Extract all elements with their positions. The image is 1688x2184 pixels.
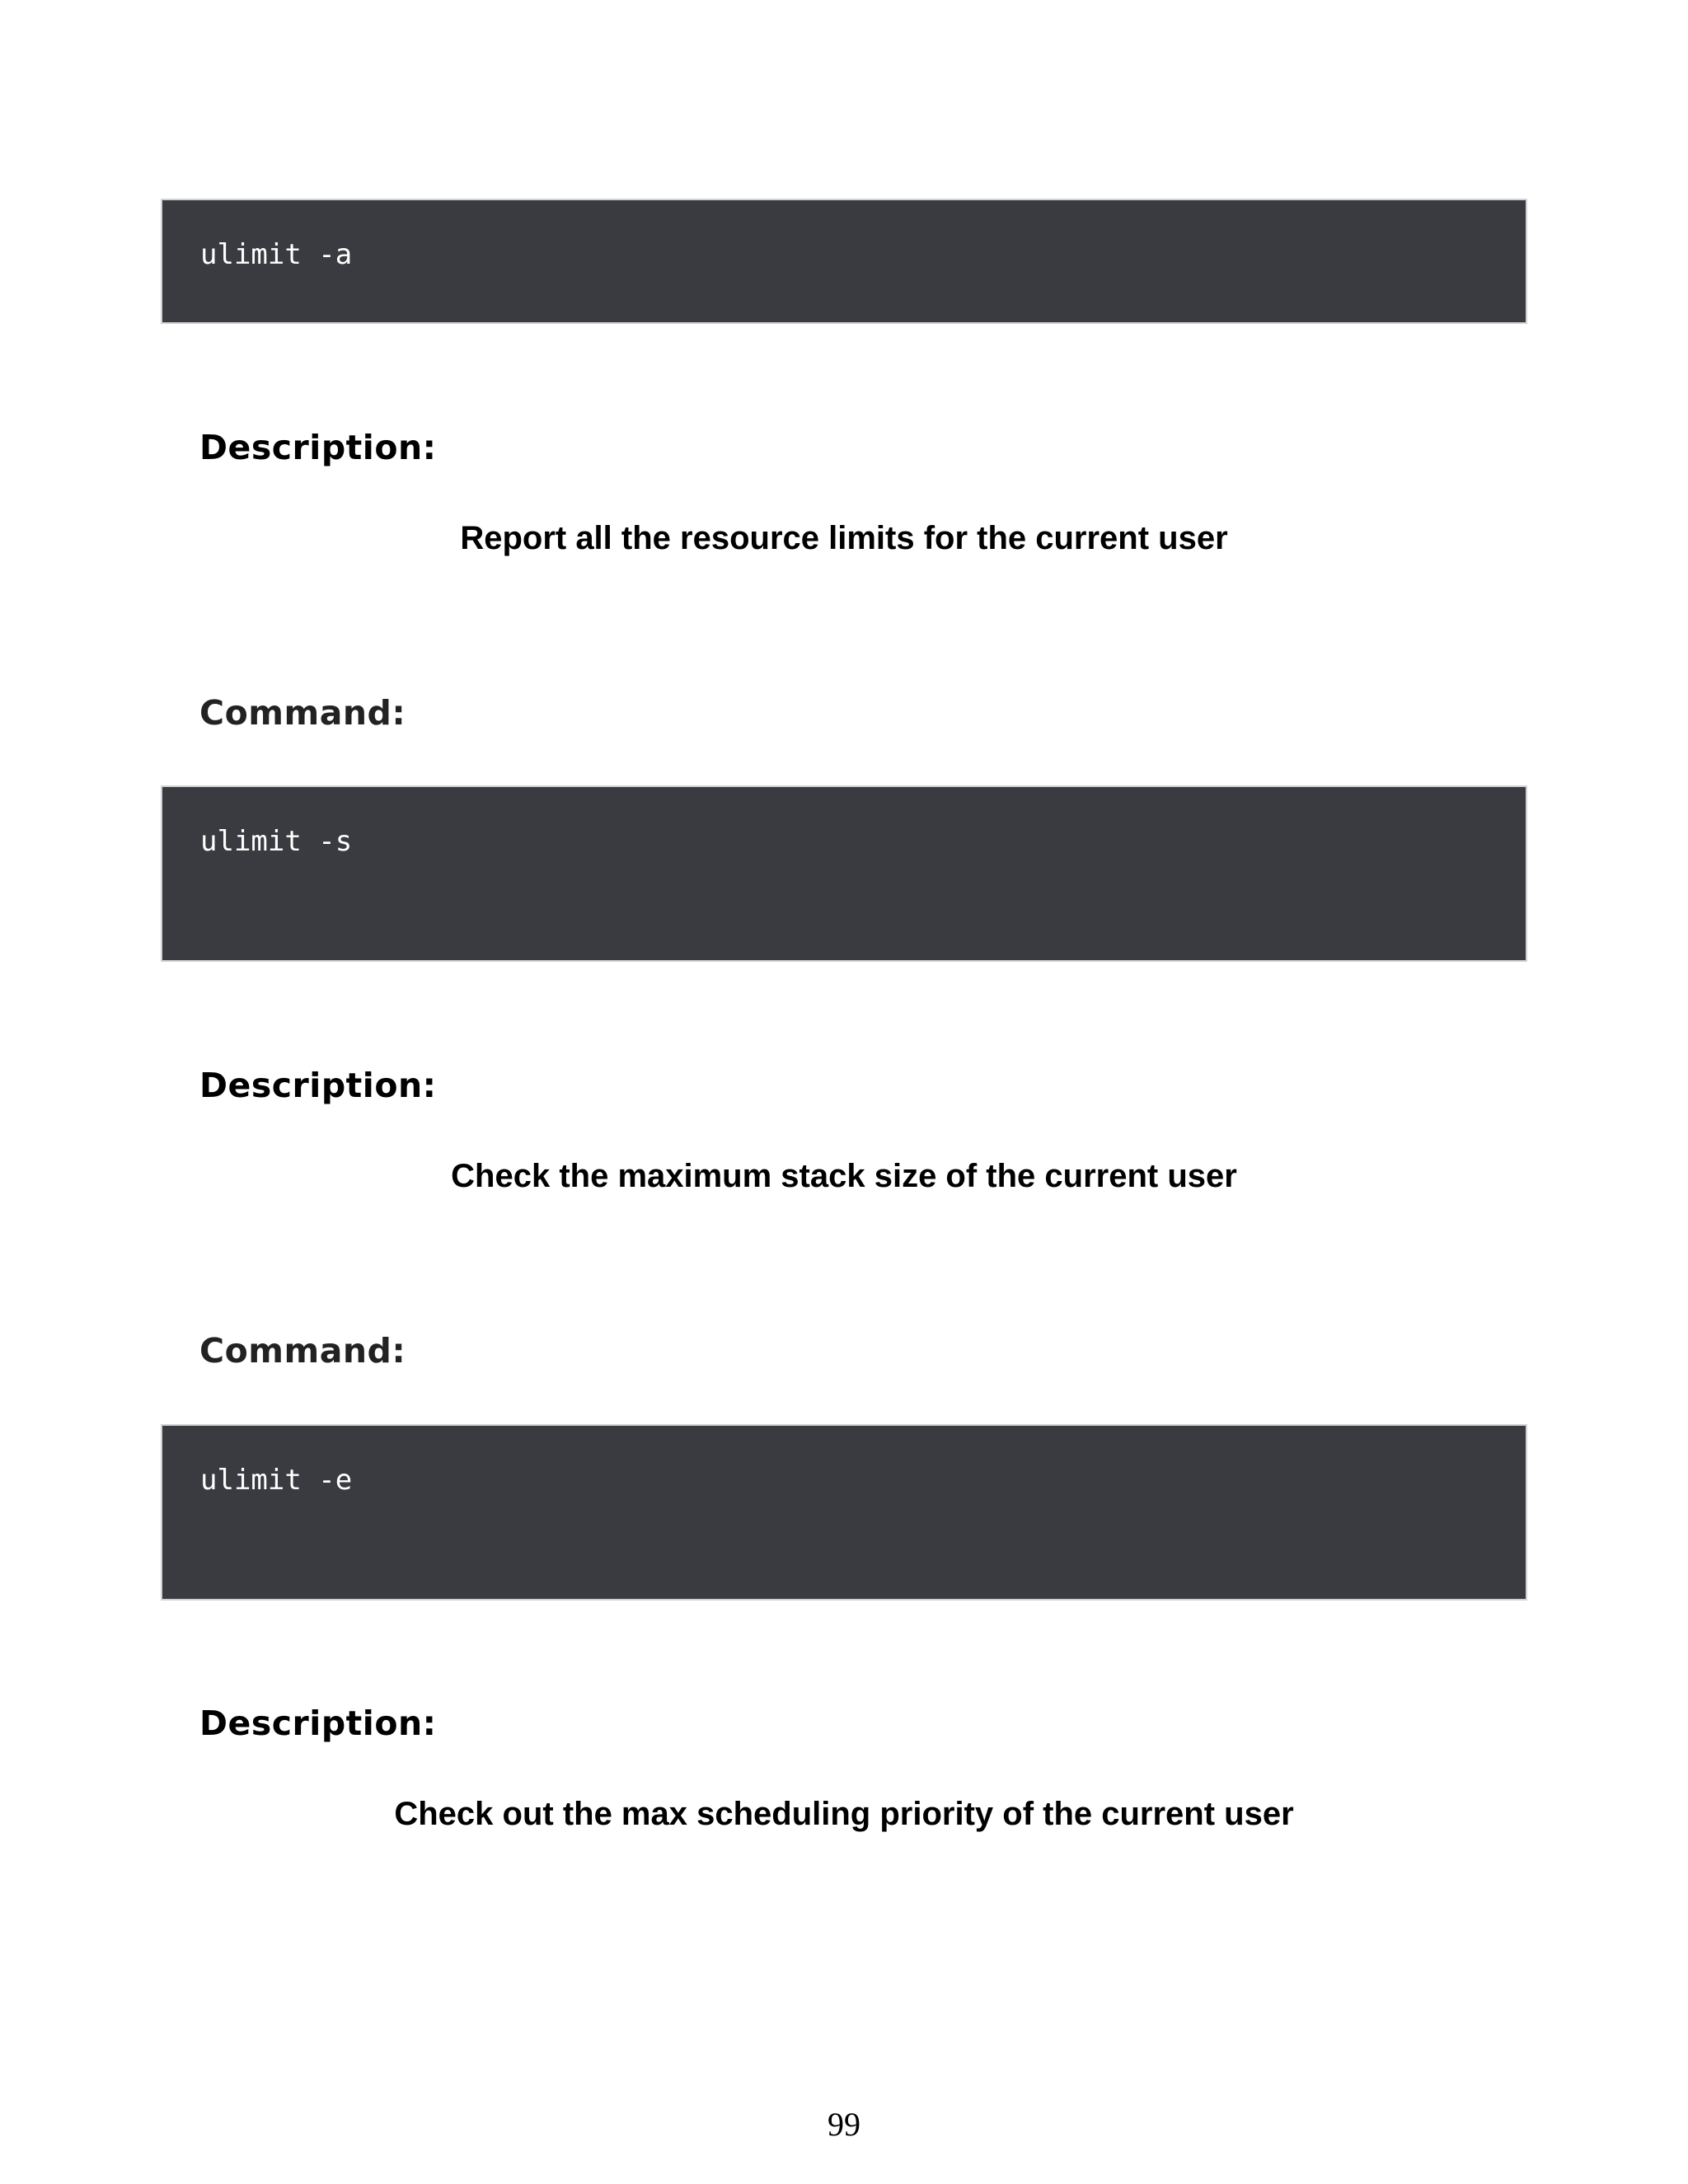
description-text: Check the maximum stack size of the current user <box>451 1158 1237 1194</box>
description-label: Description: <box>199 1066 437 1105</box>
code-block-3 <box>161 1424 1527 1601</box>
code-block-2 <box>161 785 1527 962</box>
command-label: Command: <box>199 1331 406 1371</box>
command-label: Command: <box>199 693 406 733</box>
description-text: Report all the resource limits for the current user <box>460 520 1228 556</box>
code-text: ulimit -s <box>200 825 353 858</box>
code-text: ulimit -e <box>200 1464 353 1497</box>
description-text: Check out the max scheduling priority of the current user <box>394 1796 1294 1832</box>
code-block-1 <box>161 199 1527 324</box>
code-text: ulimit -a <box>200 238 353 271</box>
description-label: Description: <box>199 428 437 467</box>
description-label: Description: <box>199 1704 437 1743</box>
page-number: 99 <box>828 2106 860 2143</box>
